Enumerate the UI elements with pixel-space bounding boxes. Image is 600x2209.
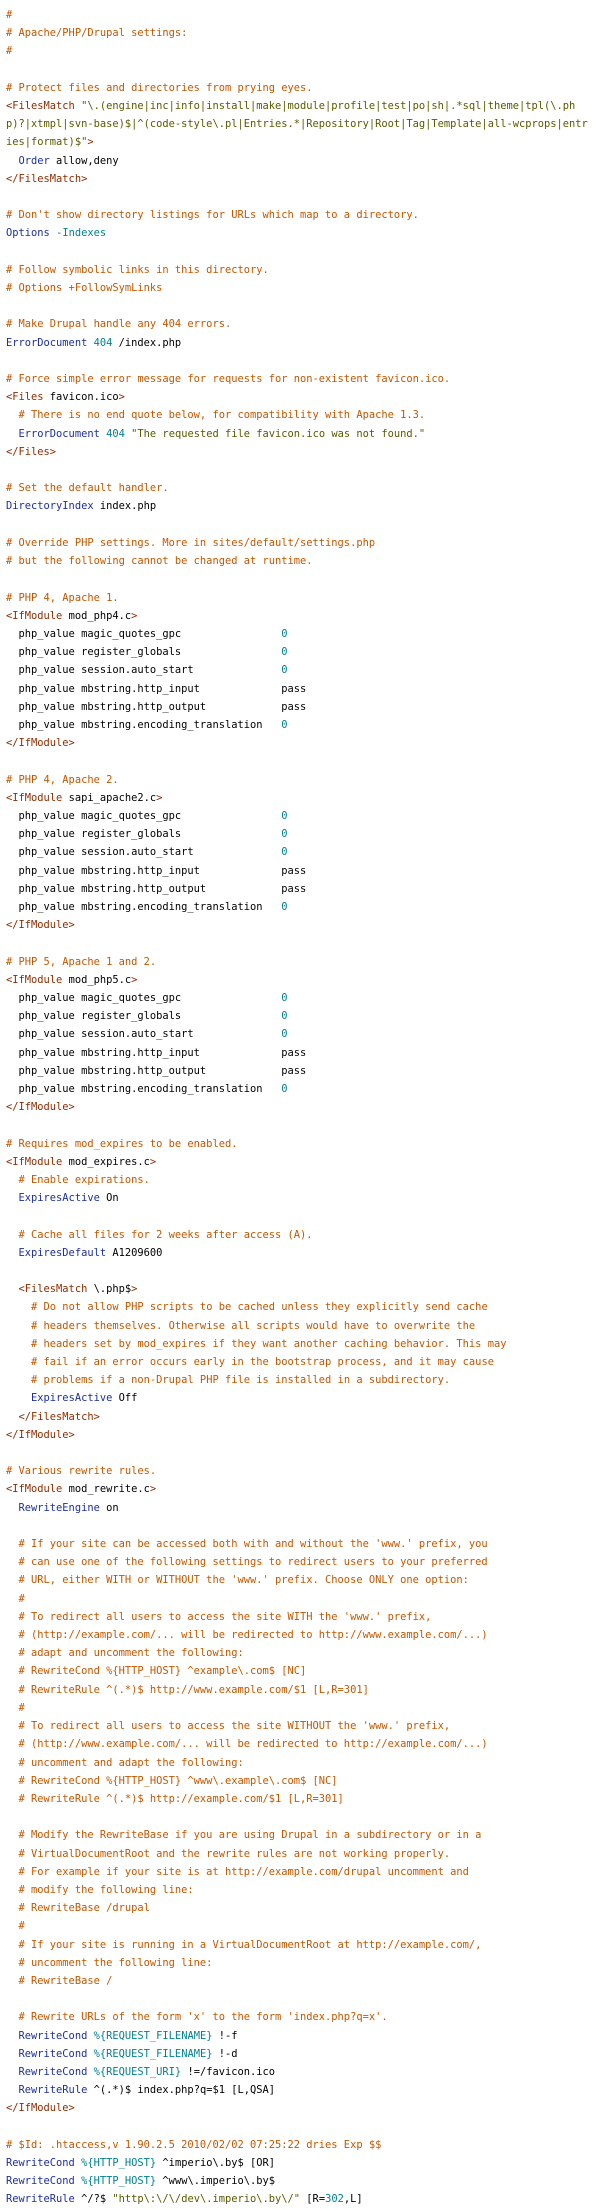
- code-line: [6, 170, 594, 188]
- plain-text: [R=: [300, 2193, 326, 2206]
- section-tag: <FilesMatch: [6, 100, 82, 113]
- comment-text: # fail if an error occurs early in the bootstrap process, and it may cause: [6, 1356, 494, 1369]
- code-line: [6, 61, 594, 79]
- code-line: [6, 934, 594, 952]
- code-line: [6, 1462, 594, 1480]
- code-line: [6, 1153, 594, 1171]
- value-number: 0: [281, 809, 288, 822]
- code-line: [6, 1135, 594, 1153]
- plain-text: ,L]: [343, 2193, 363, 2206]
- plain-text: mod_php5.c: [62, 973, 132, 986]
- plain-text: php_value register_globals: [6, 646, 282, 659]
- comment-text: # PHP 4, Apache 1.: [6, 591, 119, 604]
- comment-text: #: [6, 45, 13, 58]
- plain-text: [6, 428, 19, 440]
- directive-keyword: RewriteCond: [18, 2047, 88, 2060]
- code-line: [6, 862, 594, 880]
- comment-text: # Set the default handler.: [6, 482, 169, 495]
- plain-text: [6, 1283, 19, 1295]
- plain-text: ^imperio\.by$ [OR]: [156, 2156, 276, 2169]
- code-line: [6, 1116, 594, 1134]
- plain-text: Off: [112, 1392, 138, 1405]
- comment-text: # RewriteBase /drupal: [6, 1902, 150, 1915]
- directive-keyword: Order: [18, 154, 50, 167]
- code-line: [6, 1863, 594, 1881]
- code-line: [6, 1535, 594, 1553]
- plain-text: php_value magic_quotes_gpc: [6, 627, 282, 640]
- plain-text: ^(.*)$ index.php?q=$1 [L,QSA]: [87, 2084, 276, 2097]
- code-line: [6, 698, 594, 716]
- code-line: [6, 315, 594, 333]
- code-line: [6, 807, 594, 825]
- directive-keyword: DirectoryIndex: [6, 500, 94, 513]
- code-line: [6, 1917, 594, 1935]
- section-tag: >: [131, 973, 138, 986]
- code-line: [6, 752, 594, 770]
- section-tag: <Files: [6, 391, 44, 404]
- code-line: [6, 2099, 594, 2117]
- code-line: [6, 1954, 594, 1972]
- code-line: [6, 825, 594, 843]
- comment-text: # headers set by mod_expires if they want another caching behavior. This may: [6, 1337, 507, 1350]
- value-number: 0: [281, 900, 288, 913]
- plain-text: !-f: [212, 2029, 238, 2042]
- plain-text: php_value register_globals: [6, 828, 282, 841]
- section-tag: >: [149, 1483, 157, 1496]
- value-number: 0: [281, 664, 288, 677]
- value-number: 0: [281, 1010, 288, 1023]
- code-line: [6, 2154, 594, 2172]
- plain-text: On: [99, 1192, 119, 1205]
- code-line: [6, 1899, 594, 1917]
- value-number: 404: [106, 427, 125, 440]
- code-line: [6, 625, 594, 643]
- section-tag: <IfModule: [6, 1155, 63, 1168]
- code-line: [6, 716, 594, 734]
- code-line: [6, 461, 594, 479]
- section-tag: </IfModule>: [6, 1101, 75, 1114]
- comment-text: # Apache/PHP/Drupal settings:: [6, 27, 188, 40]
- plain-text: php_value session.auto_start: [6, 1028, 282, 1041]
- value-number: 0: [281, 1028, 288, 1041]
- plain-text: !-d: [212, 2047, 238, 2060]
- code-line: [6, 1972, 594, 1990]
- code-line: [6, 1808, 594, 1826]
- value-number: 0: [281, 646, 288, 659]
- plain-text: php_value mbstring.http_input pass: [6, 1046, 307, 1059]
- code-line: [6, 1353, 594, 1371]
- code-line: [6, 279, 594, 297]
- section-tag: >: [149, 1155, 157, 1168]
- plain-text: [6, 1247, 19, 1259]
- directive-keyword: RewriteCond: [6, 2156, 75, 2169]
- code-line: [6, 1608, 594, 1626]
- plain-text: php_value mbstring.http_output pass: [6, 1064, 307, 1077]
- plain-text: [6, 1411, 19, 1423]
- value-number: %{REQUEST_URI}: [93, 2065, 182, 2078]
- plain-text: php_value mbstring.http_output pass: [6, 882, 307, 895]
- section-tag: <IfModule: [6, 973, 63, 986]
- code-line: [6, 2063, 594, 2081]
- directive-keyword: ErrorDocument: [6, 336, 88, 349]
- plain-text: [6, 1502, 19, 1514]
- code-line: [6, 516, 594, 534]
- code-line: [6, 1244, 594, 1262]
- comment-text: # RewriteRule ^(.*)$ http://example.com/$1 [L,R=301]: [6, 1792, 344, 1805]
- directive-keyword: ExpiresActive: [18, 1192, 100, 1205]
- value-number: 0: [281, 627, 288, 640]
- section-tag: </IfModule>: [6, 2102, 75, 2115]
- code-line: [6, 206, 594, 224]
- plain-text: mod_expires.c: [62, 1155, 150, 1168]
- code-line: [6, 1626, 594, 1644]
- code-line: [6, 898, 594, 916]
- section-tag: </IfModule>: [6, 1428, 75, 1441]
- comment-text: # Requires mod_expires to be enabled.: [6, 1137, 238, 1150]
- plain-text: [6, 1392, 31, 1404]
- code-line: [6, 916, 594, 934]
- section-tag: <FilesMatch: [18, 1283, 88, 1296]
- comment-text: # Cache all files for 2 weeks after access (A).: [6, 1228, 313, 1241]
- code-line: [6, 297, 594, 315]
- section-tag: >: [156, 791, 163, 804]
- code-line: [6, 243, 594, 261]
- code-line: [6, 607, 594, 625]
- code-line: [6, 370, 594, 388]
- value-number: 0: [281, 991, 288, 1004]
- code-line: [6, 2027, 594, 2045]
- comment-text: # Make Drupal handle any 404 errors.: [6, 318, 232, 331]
- directive-keyword: Options: [6, 227, 50, 240]
- comment-text: # RewriteBase /: [6, 1974, 113, 1987]
- section-tag: </FilesMatch>: [18, 1410, 100, 1423]
- plain-text: ^www\.imperio\.by$: [156, 2175, 276, 2188]
- code-line: [6, 1553, 594, 1571]
- comment-text: #: [6, 1592, 25, 1605]
- directive-keyword: RewriteCond: [6, 2175, 75, 2188]
- comment-text: # can use one of the following settings to redirect users to your preferred: [6, 1556, 488, 1569]
- code-line: [6, 1207, 594, 1225]
- code-line: [6, 1335, 594, 1353]
- directive-keyword: ExpiresDefault: [18, 1246, 107, 1259]
- section-tag: <IfModule: [6, 609, 63, 622]
- comment-text: # Override PHP settings. More in sites/default/settings.php: [6, 536, 376, 549]
- value-number: %{HTTP_HOST}: [81, 2156, 157, 2169]
- code-line: [6, 261, 594, 279]
- directive-keyword: ErrorDocument: [18, 427, 100, 440]
- plain-text: A1209600: [106, 1246, 163, 1259]
- code-line: [6, 1371, 594, 1389]
- code-line: [6, 1062, 594, 1080]
- plain-text: php_value mbstring.encoding_translation: [6, 900, 282, 913]
- comment-text: # adapt and uncomment the following:: [6, 1647, 244, 1660]
- plain-text: \.php$: [87, 1283, 132, 1296]
- code-line: [6, 2045, 594, 2063]
- plain-text: [6, 2066, 19, 2078]
- code-line: [6, 1189, 594, 1207]
- comment-text: #: [6, 1701, 25, 1714]
- code-line: [6, 352, 594, 370]
- code-line: [6, 1389, 594, 1407]
- comment-text: # $Id: .htaccess,v 1.90.2.5 2010/02/02 07:25:22 dries Exp $$: [6, 2138, 382, 2151]
- plain-text: php_value session.auto_start: [6, 664, 282, 677]
- code-line: [6, 1262, 594, 1280]
- code-line: [6, 1590, 594, 1608]
- comment-text: # There is no end quote below, for compatibility with Apache 1.3.: [6, 409, 426, 422]
- plain-text: php_value mbstring.encoding_translation: [6, 718, 282, 731]
- code-line: [6, 443, 594, 461]
- code-line: [6, 570, 594, 588]
- comment-text: # Don't show directory listings for URLs which map to a directory.: [6, 209, 419, 222]
- plain-text: php_value mbstring.http_input pass: [6, 864, 307, 877]
- plain-text: allow,deny: [49, 154, 119, 167]
- code-line: [6, 1644, 594, 1662]
- code-line: [6, 1735, 594, 1753]
- code-line: [6, 789, 594, 807]
- code-line: [6, 97, 594, 152]
- code-line: [6, 224, 594, 242]
- plain-text: sapi_apache2.c: [62, 791, 157, 804]
- value-number: 0: [281, 718, 288, 731]
- code-line: [6, 406, 594, 424]
- comment-text: # Protect files and directories from prying eyes.: [6, 81, 313, 94]
- code-line: [6, 1754, 594, 1772]
- plain-text: ^/?$: [74, 2193, 113, 2206]
- code-line: [6, 2008, 594, 2026]
- value-number: -Indexes: [56, 227, 107, 240]
- code-line: [6, 971, 594, 989]
- quoted-string: "The requested file favicon.ico was not found.": [131, 427, 426, 440]
- comment-text: # If your site is running in a VirtualDocumentRoot at http://example.com/,: [6, 1938, 482, 1951]
- code-line: [6, 734, 594, 752]
- code-line: [6, 1571, 594, 1589]
- code-line: [6, 425, 594, 443]
- comment-text: # RewriteCond %{HTTP_HOST} ^www\.example\.com$ [NC]: [6, 1774, 338, 1787]
- quoted-string: "http\:\/\/dev\.imperio\.by\/": [112, 2193, 301, 2206]
- section-tag: >: [118, 391, 125, 404]
- code-line: [6, 1881, 594, 1899]
- value-number: %{REQUEST_FILENAME}: [93, 2029, 213, 2042]
- comment-text: # but the following cannot be changed at runtime.: [6, 555, 313, 568]
- code-line: [6, 479, 594, 497]
- code-line: [6, 1444, 594, 1462]
- section-tag: </IfModule>: [6, 737, 75, 750]
- code-line: [6, 1772, 594, 1790]
- directive-keyword: RewriteEngine: [18, 1501, 100, 1514]
- section-tag: >: [87, 136, 94, 149]
- code-line: [6, 188, 594, 206]
- code-line: [6, 2190, 594, 2208]
- code-line: [6, 989, 594, 1007]
- plain-text: on: [99, 1501, 119, 1514]
- comment-text: # Do not allow PHP scripts to be cached unless they explicitly send cache: [6, 1301, 488, 1314]
- plain-text: php_value magic_quotes_gpc: [6, 809, 282, 822]
- code-line: [6, 6, 594, 24]
- comment-text: # To redirect all users to access the site WITHOUT the 'www.' prefix,: [6, 1720, 451, 1733]
- comment-text: # VirtualDocumentRoot and the rewrite rules are not working properly.: [6, 1847, 451, 1860]
- code-line: [6, 1080, 594, 1098]
- code-line: [6, 2118, 594, 2136]
- comment-text: # headers themselves. Otherwise all scripts would have to overwrite the: [6, 1319, 476, 1332]
- comment-text: # Options +FollowSymLinks: [6, 282, 163, 295]
- code-line: [6, 497, 594, 515]
- comment-text: # Follow symbolic links in this directory.: [6, 263, 269, 276]
- code-line: [6, 953, 594, 971]
- section-tag: </IfModule>: [6, 919, 75, 932]
- value-number: %{REQUEST_FILENAME}: [93, 2047, 213, 2060]
- comment-text: # (http://www.example.com/... will be redirected to http://example.com/...): [6, 1738, 488, 1751]
- plain-text: [6, 1192, 19, 1204]
- plain-text: /index.php: [112, 336, 182, 349]
- value-number: 0: [281, 828, 288, 841]
- code-line: [6, 1845, 594, 1863]
- code-line: [6, 771, 594, 789]
- code-line: [6, 1007, 594, 1025]
- code-line: [6, 1426, 594, 1444]
- value-number: 302: [325, 2193, 344, 2206]
- code-line: [6, 1517, 594, 1535]
- plain-text: php_value mbstring.encoding_translation: [6, 1082, 282, 1095]
- directive-keyword: RewriteRule: [6, 2193, 75, 2206]
- plain-text: mod_rewrite.c: [62, 1483, 150, 1496]
- code-line: [6, 1826, 594, 1844]
- section-tag: <IfModule: [6, 791, 63, 804]
- plain-text: [6, 2084, 19, 2096]
- code-line: [6, 2081, 594, 2099]
- code-line: [6, 589, 594, 607]
- comment-text: # For example if your site is at http://example.com/drupal uncomment and: [6, 1865, 469, 1878]
- plain-text: php_value register_globals: [6, 1010, 282, 1023]
- code-line: [6, 152, 594, 170]
- comment-text: # Rewrite URLs of the form 'x' to the form 'index.php?q=x'.: [6, 2011, 388, 2024]
- plain-text: php_value mbstring.http_output pass: [6, 700, 307, 713]
- directive-keyword: RewriteCond: [18, 2029, 88, 2042]
- code-line: [6, 1171, 594, 1189]
- code-line: [6, 79, 594, 97]
- code-line: [6, 1990, 594, 2008]
- value-number: %{HTTP_HOST}: [81, 2175, 157, 2188]
- code-line: [6, 643, 594, 661]
- code-line: [6, 1226, 594, 1244]
- plain-text: php_value mbstring.http_input pass: [6, 682, 307, 695]
- comment-text: # RewriteCond %{HTTP_HOST} ^example\.com$ [NC]: [6, 1665, 307, 1678]
- code-line: [6, 880, 594, 898]
- code-line: [6, 42, 594, 60]
- code-line: [6, 661, 594, 679]
- value-number: 404: [93, 336, 113, 349]
- comment-text: # URL, either WITH or WITHOUT the 'www.' prefix. Choose ONLY one option:: [6, 1574, 469, 1587]
- comment-text: # PHP 5, Apache 1 and 2.: [6, 955, 157, 968]
- comment-text: # Enable expirations.: [6, 1174, 150, 1186]
- code-line: [6, 2136, 594, 2154]
- comment-text: # uncomment and adapt the following:: [6, 1756, 244, 1769]
- directive-keyword: RewriteRule: [18, 2084, 88, 2097]
- code-line: [6, 24, 594, 42]
- comment-text: # uncomment the following line:: [6, 1956, 213, 1969]
- section-tag: </Files>: [6, 445, 57, 458]
- code-line: [6, 2172, 594, 2190]
- value-number: 0: [281, 1082, 288, 1095]
- plain-text: mod_php4.c: [62, 609, 132, 622]
- code-line: [6, 534, 594, 552]
- directive-keyword: RewriteCond: [18, 2065, 88, 2078]
- comment-text: # problems if a non-Drupal PHP file is installed in a subdirectory.: [6, 1374, 451, 1387]
- code-line: [6, 1717, 594, 1735]
- code-line: [6, 1298, 594, 1316]
- code-line: [6, 1681, 594, 1699]
- code-line: [6, 552, 594, 570]
- section-tag: >: [131, 609, 138, 622]
- plain-text: php_value session.auto_start: [6, 846, 282, 859]
- comment-text: #: [6, 9, 13, 21]
- section-tag: >: [131, 1283, 138, 1296]
- plain-text: favicon.ico: [43, 391, 119, 404]
- comment-text: # If your site can be accessed both with and without the 'www.' prefix, you: [6, 1538, 488, 1551]
- plain-text: php_value magic_quotes_gpc: [6, 991, 282, 1004]
- code-line: [6, 1499, 594, 1517]
- code-line: [6, 388, 594, 406]
- comment-text: # To redirect all users to access the site WITH the 'www.' prefix,: [6, 1610, 432, 1623]
- code-line: [6, 680, 594, 698]
- code-line: [6, 1044, 594, 1062]
- comment-text: # modify the following line:: [6, 1883, 194, 1896]
- comment-text: # Force simple error message for requests for non-existent favicon.ico.: [6, 373, 451, 386]
- section-tag: <IfModule: [6, 1483, 63, 1496]
- code-line: [6, 1408, 594, 1426]
- directive-keyword: ExpiresActive: [31, 1392, 113, 1405]
- plain-text: [6, 2030, 19, 2042]
- comment-text: #: [6, 1920, 25, 1933]
- plain-text: [6, 2048, 19, 2060]
- comment-text: # Various rewrite rules.: [6, 1465, 157, 1478]
- plain-text: index.php: [93, 500, 157, 513]
- code-line: [6, 843, 594, 861]
- section-tag: </FilesMatch>: [6, 172, 88, 185]
- code-line: [6, 1936, 594, 1954]
- comment-text: # Modify the RewriteBase if you are using Drupal in a subdirectory or in a: [6, 1829, 482, 1842]
- code-line: [6, 1790, 594, 1808]
- code-line: [6, 1025, 594, 1043]
- comment-text: # RewriteRule ^(.*)$ http://www.example.com/$1 [L,R=301]: [6, 1683, 369, 1696]
- code-line: [6, 334, 594, 352]
- comment-text: # (http://example.com/... will be redirected to http://www.example.com/...): [6, 1629, 488, 1642]
- code-line: [6, 1280, 594, 1298]
- code-line: [6, 1098, 594, 1116]
- code-line: [6, 1662, 594, 1680]
- quoted-string: "\.(engine|inc|info|install|make|module|profile|test|po|sh|.*sql|theme|tpl(\.php)?|xtmpl|svn-base)$|^(code-style\.pl|Entries.*|Repository|Root|Tag|Template|all-wcprops|entries|format)$": [6, 100, 588, 149]
- plain-text: [6, 155, 19, 167]
- value-number: 0: [281, 846, 288, 859]
- code-line: [6, 1480, 594, 1498]
- code-line: [6, 1699, 594, 1717]
- code-line: [6, 1317, 594, 1335]
- comment-text: # PHP 4, Apache 2.: [6, 773, 119, 786]
- plain-text: !=/favicon.ico: [181, 2065, 276, 2078]
